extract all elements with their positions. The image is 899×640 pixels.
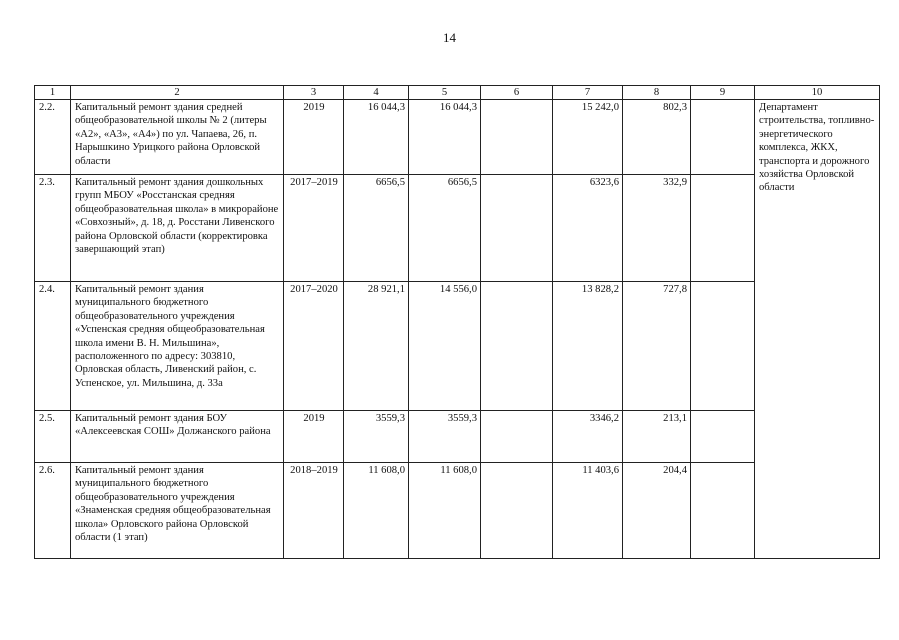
value-cell-5: 16 044,3 bbox=[409, 100, 481, 175]
object-name: Капитальный ремонт здания дошкольных групп МБОУ «Росстанская средняя общеобразовательная школа» в микрорайоне «Совхозный», д. 18, д. Росстани Ливенского района Орловской области (корректировка завершающий этап) bbox=[71, 175, 284, 282]
column-header: 5 bbox=[409, 86, 481, 100]
value-cell-6 bbox=[481, 411, 553, 463]
column-header: 8 bbox=[623, 86, 691, 100]
value-cell-5: 11 608,0 bbox=[409, 463, 481, 559]
table-row bbox=[35, 463, 880, 559]
column-header: 9 bbox=[691, 86, 755, 100]
value-cell-6 bbox=[481, 175, 553, 282]
object-name: Капитальный ремонт здания муниципального бюджетного общеобразовательного учреждения «Успенская средняя общеобразовательная школа имени В. Н. Мильшина», расположенного по адресу: 303810, Орловская область, Ливенский район, с. Успенское, ул. Мильшина, д. 33а bbox=[71, 282, 284, 411]
row-number: 2.6. bbox=[35, 463, 71, 559]
value-cell-6 bbox=[481, 100, 553, 175]
value-cell-7: 15 242,0 bbox=[553, 100, 623, 175]
table-row bbox=[35, 175, 880, 282]
value-cell-7: 3346,2 bbox=[553, 411, 623, 463]
value-cell-8: 802,3 bbox=[623, 100, 691, 175]
value-cell-9 bbox=[691, 463, 755, 559]
value-cell-5: 14 556,0 bbox=[409, 282, 481, 411]
value-cell-9 bbox=[691, 411, 755, 463]
value-cell-5: 3559,3 bbox=[409, 411, 481, 463]
object-name: Капитальный ремонт здания муниципального бюджетного общеобразовательного учреждения «Знаменская средняя общеобразовательная школа» Орловского района Орловской области (1 этап) bbox=[71, 463, 284, 559]
period-cell: 2017–2020 bbox=[284, 282, 344, 411]
value-cell-6 bbox=[481, 463, 553, 559]
total-cell: 28 921,1 bbox=[344, 282, 409, 411]
column-header: 7 bbox=[553, 86, 623, 100]
value-cell-8: 204,4 bbox=[623, 463, 691, 559]
column-header: 10 bbox=[755, 86, 880, 100]
total-cell: 11 608,0 bbox=[344, 463, 409, 559]
responsible-executor: Департамент строительства, топливно-энергетического комплекса, ЖКХ, транспорта и дорожного хозяйства Орловской области bbox=[755, 100, 880, 559]
page-number: 14 bbox=[443, 30, 456, 45]
period-cell: 2019 bbox=[284, 100, 344, 175]
column-header: 2 bbox=[71, 86, 284, 100]
object-name: Капитальный ремонт здания БОУ «Алексеевская СОШ» Должанского района bbox=[71, 411, 284, 463]
table-header bbox=[35, 86, 880, 100]
period-cell: 2018–2019 bbox=[284, 463, 344, 559]
value-cell-7: 6323,6 bbox=[553, 175, 623, 282]
row-number: 2.4. bbox=[35, 282, 71, 411]
row-number: 2.3. bbox=[35, 175, 71, 282]
column-header: 6 bbox=[481, 86, 553, 100]
value-cell-5: 6656,5 bbox=[409, 175, 481, 282]
value-cell-9 bbox=[691, 175, 755, 282]
row-number: 2.5. bbox=[35, 411, 71, 463]
value-cell-8: 213,1 bbox=[623, 411, 691, 463]
total-cell: 3559,3 bbox=[344, 411, 409, 463]
column-header: 3 bbox=[284, 86, 344, 100]
value-cell-7: 11 403,6 bbox=[553, 463, 623, 559]
column-header: 4 bbox=[344, 86, 409, 100]
value-cell-9 bbox=[691, 100, 755, 175]
table-row bbox=[35, 100, 880, 175]
value-cell-8: 727,8 bbox=[623, 282, 691, 411]
total-cell: 16 044,3 bbox=[344, 100, 409, 175]
value-cell-8: 332,9 bbox=[623, 175, 691, 282]
row-number: 2.2. bbox=[35, 100, 71, 175]
budget-table bbox=[34, 85, 880, 559]
table-row bbox=[35, 282, 880, 411]
column-header: 1 bbox=[35, 86, 71, 100]
period-cell: 2019 bbox=[284, 411, 344, 463]
value-cell-7: 13 828,2 bbox=[553, 282, 623, 411]
value-cell-9 bbox=[691, 282, 755, 411]
object-name: Капитальный ремонт здания средней общеобразовательной школы № 2 (литеры «А2», «А3», «А4») по ул. Чапаева, 26, п. Нарышкино Урицкого района Орловской области bbox=[71, 100, 284, 175]
period-cell: 2017–2019 bbox=[284, 175, 344, 282]
table-row bbox=[35, 411, 880, 463]
value-cell-6 bbox=[481, 282, 553, 411]
total-cell: 6656,5 bbox=[344, 175, 409, 282]
